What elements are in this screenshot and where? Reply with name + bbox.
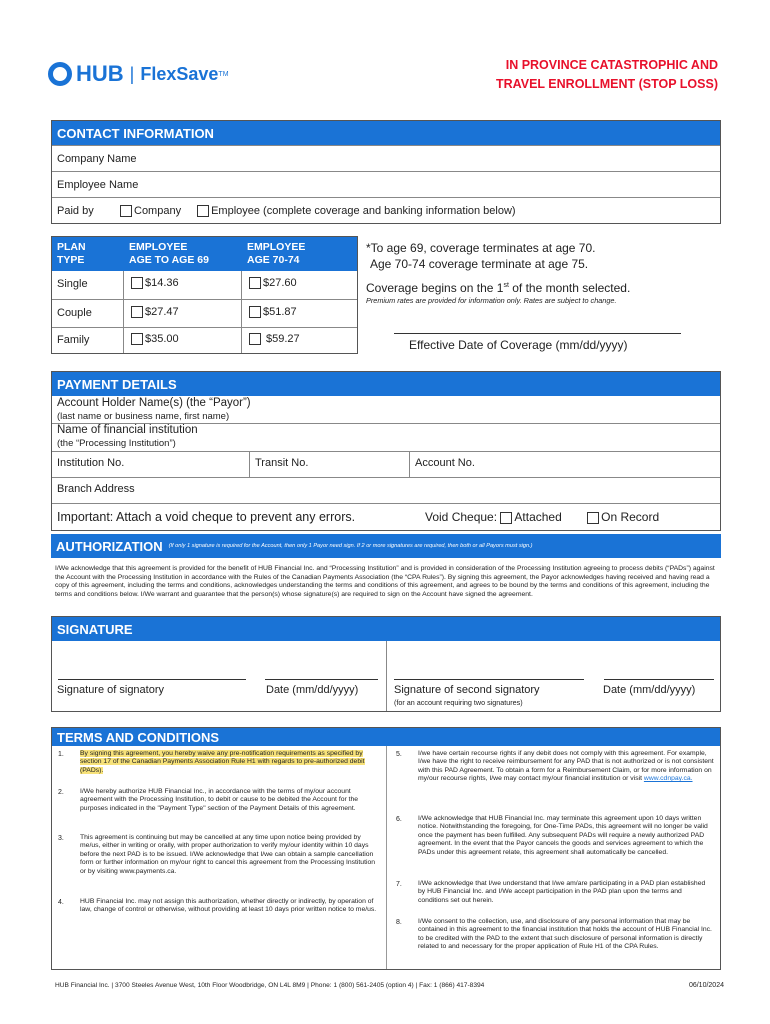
- institution-sub: (the “Processing Institution”): [57, 438, 176, 449]
- signature-label-1: Signature of signatory: [57, 684, 165, 696]
- void-cheque-note: Important: Attach a void cheque to prevent any errors.: [57, 510, 356, 524]
- authorization-note: (If only 1 signature is required for the Account, then only 1 Payor need sign. If 2 or more signatures are required, then both or all Payors must sign.): [168, 543, 533, 549]
- term-number: 1.: [58, 751, 64, 758]
- transit-no-field[interactable]: Transit No.: [250, 452, 410, 477]
- single-age74-checkbox[interactable]: [249, 277, 261, 289]
- form-title-line1: IN PROVINCE CATASTROPHIC AND: [505, 58, 718, 72]
- contact-section: [51, 120, 721, 224]
- age74-header: EMPLOYEE AGE 70-74: [247, 241, 306, 266]
- single-age74-price: $27.60: [263, 277, 297, 289]
- premium-note: Premium rates are provided for information only. Rates are subject to change.: [366, 296, 617, 305]
- effective-date-line[interactable]: [394, 333, 681, 334]
- coverage-notes: [366, 240, 726, 305]
- paid-by-company-label: Company: [134, 204, 182, 217]
- term-number: 8.: [396, 919, 402, 926]
- plan-type-header: PLAN TYPE: [57, 241, 86, 266]
- void-cheque-on-record-checkbox[interactable]: [587, 512, 599, 524]
- trademark: TM: [218, 70, 229, 78]
- couple-age74-checkbox[interactable]: [249, 306, 261, 318]
- coverage-begins: Coverage begins on the 1st of the month selected.: [366, 281, 631, 295]
- footer-date: 06/10/2024: [688, 982, 724, 989]
- term-item-2: I/We hereby authorize HUB Financial Inc., in accordance with the terms of my/our account agreement with the Processing Institution, to debit or cause to be debited the Account for the purposes indicated in the "Payment Type" section of the Payment Details of this agreement.: [80, 788, 359, 812]
- institution-label: Name of financial institution: [57, 424, 198, 436]
- term-item-8: I/We consent to the collection, use, and disclosure of any personal information that may be contained in this agreement to the financial institution that holds the account of HUB Financial Inc. to be credited with the PAD to the extent that such disclosure of personal information is directly related to and necessary for the proper application of Rule H1 of the CPA Rules.: [418, 918, 712, 951]
- footer-address: HUB Financial Inc. | 3700 Steeles Avenue West, 10th Floor Woodbridge, ON L4L 8M9 | Phone: 1 (800) 561-2405 (option 4) | Fax: 1 (866) 417-8394: [55, 982, 485, 989]
- contact-heading: CONTACT INFORMATION: [52, 121, 720, 145]
- form-title: [496, 56, 718, 94]
- couple-age69-checkbox[interactable]: [131, 306, 143, 318]
- single-age69-checkbox[interactable]: [131, 277, 143, 289]
- term-item-1: By signing this agreement, you hereby waive any pre-notification requirements as specified by section 17 of the Canadian Payments Association Rule H1 with regards to pre-authorized debit (PADs).: [80, 750, 365, 774]
- family-age74-checkbox[interactable]: [249, 333, 261, 345]
- account-no-field[interactable]: Account No.: [415, 457, 475, 469]
- institution-field[interactable]: [57, 424, 198, 450]
- account-holder-field[interactable]: [57, 397, 251, 423]
- paid-by-label: Paid by: [57, 204, 94, 217]
- plan-header: [52, 237, 357, 271]
- paid-by-employee-checkbox[interactable]: [197, 205, 209, 217]
- signature-label-2: Signature of second signatory: [394, 684, 540, 696]
- form-title-line2: TRAVEL ENROLLMENT (STOP LOSS): [495, 77, 718, 91]
- plan-type-single: Single: [57, 278, 88, 290]
- logo-text: HUB: [76, 61, 124, 86]
- employee-name-field[interactable]: [52, 171, 720, 197]
- hub-ring-icon: [48, 62, 72, 86]
- term-number: 4.: [58, 899, 64, 906]
- authorization-text: I/We acknowledge that this agreement is provided for the benefit of HUB Financial Inc. and “Processing Institution” and is provided in consideration of the Processing Institution agreeing to process debits (“PADs”) against the Account with the Processing Institution in accordance with the Rules of the Canadian Payments Association (the “CPA Rules”). By signing this agreement, the Payor acknowledges having received and having read a copy of this agreement, including the terms and conditions, acknowledges understanding the terms and conditions of this agreement, and agrees to be bound by the terms and conditions of this agreement, including the terms and conditions below. I/We warrant and guarantee that the person(s) whose signature(s) are required to sign on the Account have signed the agreement.: [55, 565, 715, 598]
- effective-date-label: Effective Date of Coverage (mm/dd/yyyy): [409, 338, 628, 352]
- couple-age74-price: $51.87: [263, 306, 297, 318]
- plan-type-couple: Couple: [57, 307, 92, 319]
- logo: HUB | FlexSave TM: [48, 60, 229, 88]
- authorization-heading-bar: [51, 534, 721, 558]
- date-line-1[interactable]: [265, 679, 378, 680]
- attached-label: Attached: [514, 510, 562, 524]
- account-holder-sub: (last name or business name, first name): [57, 411, 230, 422]
- family-age69-checkbox[interactable]: [131, 333, 143, 345]
- age69-header: EMPLOYEE AGE TO AGE 69: [129, 241, 209, 266]
- date-label-1: Date (mm/dd/yyyy): [266, 684, 359, 696]
- age-note-1: *To age 69, coverage terminates at age 70.: [366, 241, 596, 255]
- plan-row: [52, 271, 357, 299]
- cdnpay-link[interactable]: www.cdnpay.ca.: [643, 775, 693, 783]
- paid-by-company-checkbox[interactable]: [120, 205, 132, 217]
- product-name: FlexSave: [140, 63, 219, 84]
- employee-name-label: Employee Name: [57, 178, 139, 191]
- payment-section: [51, 371, 721, 531]
- paid-by-employee-label: Employee (complete coverage and banking information below): [211, 204, 516, 217]
- institution-no-field[interactable]: Institution No.: [52, 452, 250, 477]
- terms-section: [51, 727, 721, 970]
- plan-row: [52, 327, 357, 353]
- paid-by-row: [52, 197, 720, 223]
- void-cheque-attached-checkbox[interactable]: [500, 512, 512, 524]
- signature-heading: SIGNATURE: [52, 617, 720, 641]
- term-number: 3.: [58, 835, 64, 842]
- account-holder-label: Account Holder Name(s) (the “Payor”): [57, 397, 251, 409]
- signature-line-2[interactable]: [394, 679, 584, 680]
- on-record-label: On Record: [601, 510, 660, 524]
- term-item-4: HUB Financial Inc. may not assign this authorization, whether directly or indirectly, by operation of law, change of control or otherwise, without providing at least 10 days prior written notice to me/us.: [80, 898, 377, 914]
- plan-type-family: Family: [57, 334, 90, 346]
- company-name-field[interactable]: [52, 145, 720, 171]
- term-number: 5.: [396, 751, 402, 758]
- single-age69-price: $14.36: [145, 277, 179, 289]
- term-number: 2.: [58, 789, 64, 796]
- date-line-2[interactable]: [604, 679, 714, 680]
- company-name-label: Company Name: [57, 152, 137, 165]
- signature-label-2-sub: (for an account requiring two signatures): [394, 698, 523, 707]
- term-item-3: This agreement is continuing but may be cancelled at any time upon notice being provided by me/us, either in writing or orally, with proper authorization to verify my/our identity within 10 days before the next PAD is to be issued. I/We acknowledge that I/we can obtain a sample cancellation form or further information on my/our right to cancel this agreement from the Processing Institution or by visiting www.payments.ca.: [80, 834, 376, 875]
- signature-line-1[interactable]: [58, 679, 246, 680]
- branch-address-field[interactable]: Branch Address: [57, 483, 135, 495]
- term-number: 7.: [396, 881, 402, 888]
- family-age74-price: $59.27: [266, 333, 300, 345]
- date-label-2: Date (mm/dd/yyyy): [603, 684, 696, 696]
- authorization-heading: AUTHORIZATION: [56, 538, 163, 554]
- terms-heading: TERMS AND CONDITIONS: [52, 728, 720, 746]
- term-item-5: I/we have certain recourse rights if any debit does not comply with this agreement. For example, I/we have the right to receive reimbursement for any PAD that is not authorized or is not consistent with this PAD Agreement. To obtain a form for a Reimbursement Claim, or for more information on my/our recourse rights, I/we may contact my/our financial institution or visit www.cdnpay.ca.: [418, 750, 714, 783]
- couple-age69-price: $27.47: [145, 306, 179, 318]
- signature-section: [51, 616, 721, 712]
- plan-row: [52, 299, 357, 327]
- term-item-6: I/We acknowledge that HUB Financial Inc. may terminate this agreement upon 10 days written notice. Notwithstanding the foregoing, for One-Time PADs, this agreement will no longer be valid once the payment has been fulfilled. Any subsequent PADs will require a newly authorized PAD agreement. In the event that the Payor cancels the goods and services agreement to which the PADs under this agreement relate, this agreement shall automatically be cancelled.: [418, 815, 708, 856]
- term-item-7: I/We acknowledge that I/we understand that I/we am/are participating in a PAD plan established by HUB Financial Inc. and I/We accept participation in the PAD plan upon the terms and conditions set out herein.: [418, 880, 706, 904]
- term-number: 6.: [396, 816, 402, 823]
- void-cheque-label: Void Cheque:: [425, 510, 498, 524]
- family-age69-price: $35.00: [145, 333, 179, 345]
- plan-table: [51, 236, 358, 354]
- payment-heading: PAYMENT DETAILS: [52, 372, 720, 396]
- age-note-2: Age 70-74 coverage terminate at age 75.: [370, 257, 589, 271]
